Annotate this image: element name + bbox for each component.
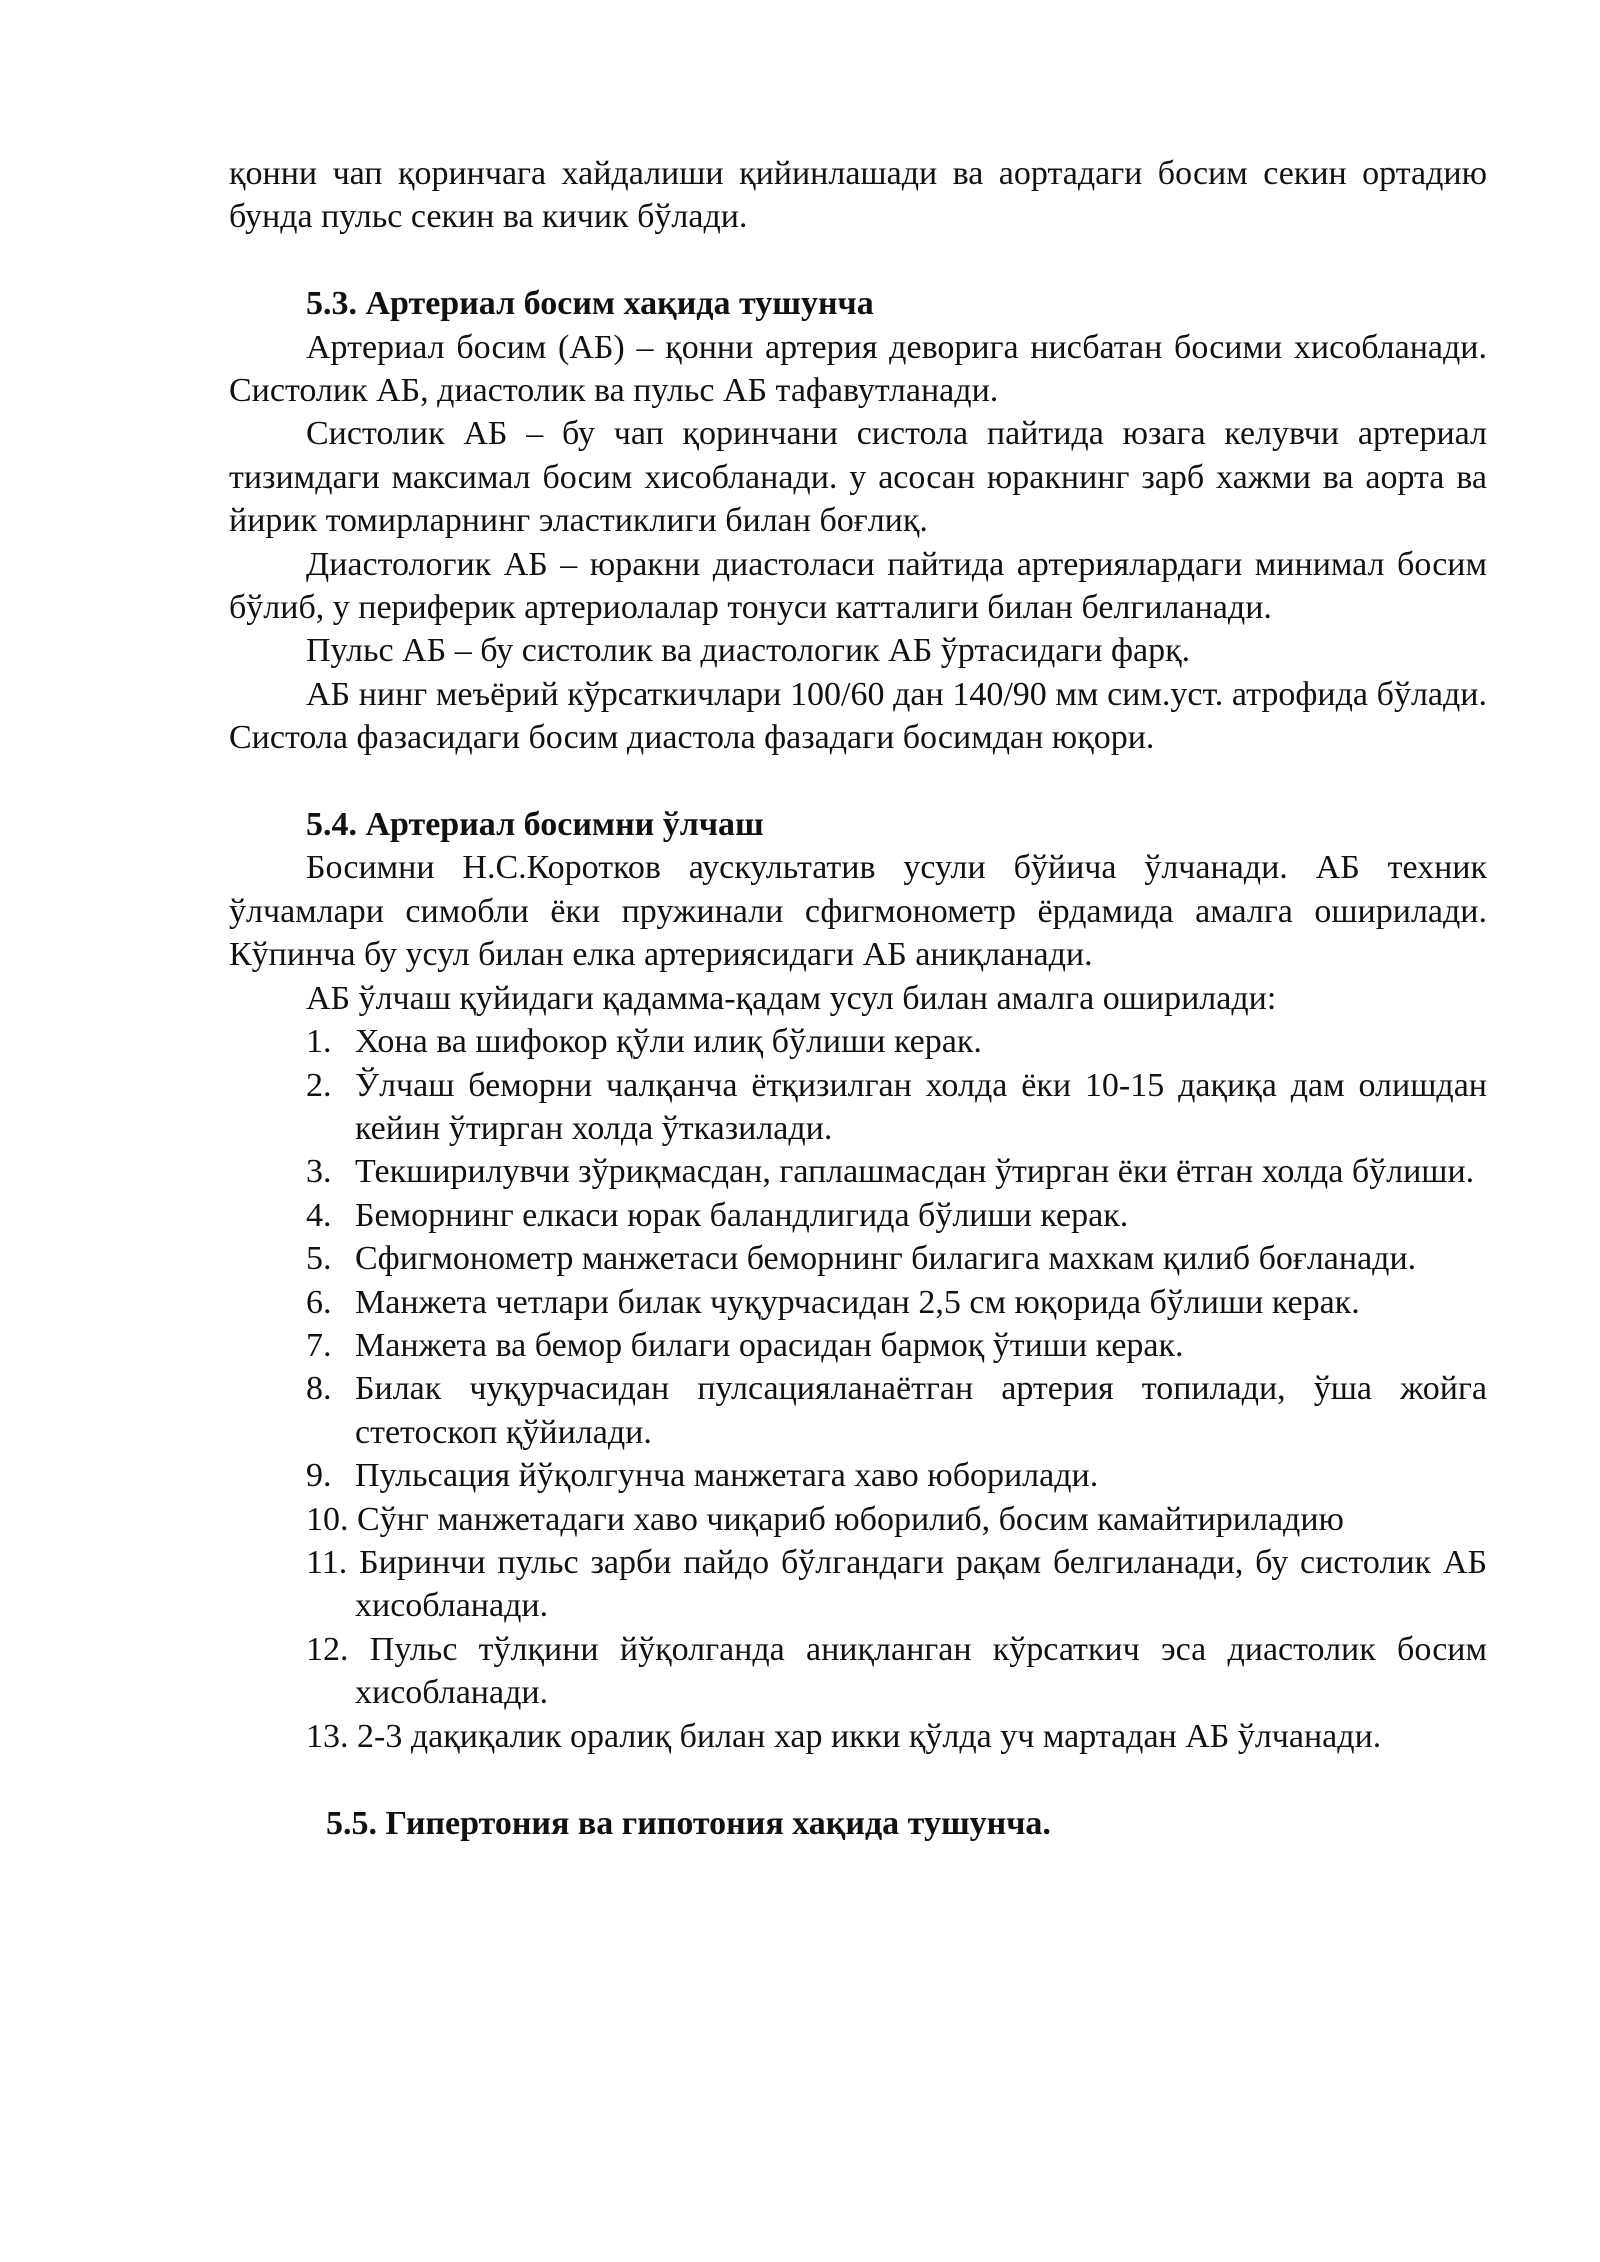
paragraph-pulse: Пульс АБ – бу систолик ва диастологик АБ ўртасидаги фарқ. — [306, 632, 1191, 670]
list-item — [229, 1281, 1487, 1324]
list-item-number: 2. — [306, 1066, 332, 1104]
list-item-text: Беморнинг елкаси юрак баландлигида бўлиши керак. — [355, 1196, 1129, 1234]
list-item — [229, 1454, 1487, 1497]
list-item-text: Ўлчаш беморни чалқанча ётқизилган холда ёки 10-15 дақиқа дам олишдан кейин ўтирган холда ўтказилади. — [355, 1066, 1487, 1147]
list-item-number: 11. — [306, 1543, 348, 1581]
paragraph-ab-definition: Артериал босим (АБ) – қонни артерия деворига нисбатан босими хисобланади. Систолик АБ, диастолик ва пульс АБ тафавутланади. — [229, 328, 1487, 410]
list-item — [229, 1324, 1487, 1367]
list-item-text: Манжета четлари билак чуқурчасидан 2,5 см юқорида бўлиши керак. — [355, 1283, 1360, 1321]
list-item-text: Сфигмонометр манжетаси беморнинг билагига махкам қилиб боғланади. — [355, 1240, 1417, 1278]
list-item-number: 3. — [306, 1153, 332, 1191]
paragraph-diastolic: Диастологик АБ – юракни диастоласи пайтида артериялардаги минимал босим бўлиб, у периферик артериолалар тонуси катталиги билан белгиланади. — [229, 545, 1487, 627]
list-item-text: Биринчи пульс зарби пайдо бўлгандаги рақам белгиланади, бу систолик АБ хисобланади. — [355, 1543, 1487, 1625]
list-item — [229, 1150, 1487, 1193]
list-item — [229, 1020, 1487, 1063]
list-item — [229, 1064, 1487, 1151]
list-item-number: 4. — [306, 1196, 332, 1234]
list-item-text: Пульс тўлқини йўқолганда аниқланган кўрсаткич эса диастолик босим хисобланади. — [355, 1630, 1487, 1712]
heading-5-4: 5.4. Артериал босимни ўлчаш — [306, 806, 764, 844]
list-item-text: Билак чуқурчасидан пулсацияланаётган артерия топилади, ўша жойга стетоскоп қўйилади. — [355, 1370, 1487, 1451]
spacer — [229, 239, 1487, 282]
list-item — [229, 1541, 1487, 1628]
list-item — [229, 1237, 1487, 1280]
list-item-number: 7. — [306, 1326, 332, 1364]
paragraph-korotkov: Босимни Н.С.Коротков аускультатив усули бўйича ўлчанади. АБ техник ўлчамлари симобли ёки пружинали сфигмонометр ёрдамида амалга оширилади. Кўпинча бу усул билан елка артериясидаги АБ аниқланади. — [229, 849, 1487, 974]
list-item-text: 2-3 дақиқалик оралиқ билан хар икки қўлда уч мартадан АБ ўлчанади. — [357, 1717, 1382, 1755]
list-item — [229, 1498, 1487, 1541]
paragraph-systolic: Систолик АБ – бу чап қоринчани систола пайтида юзага келувчи артериал тизимдаги максимал босим хисобланади. у асосан юракнинг зарб хажми ва аорта ва йирик томирларнинг эластиклиги билан боғлиқ. — [229, 415, 1487, 540]
list-item — [229, 1367, 1487, 1454]
list-item-number: 6. — [306, 1283, 332, 1321]
list-item-number: 10. — [306, 1500, 349, 1538]
heading-5-3: 5.3. Артериал босим хақида тушунча — [306, 285, 874, 323]
list-item-number: 13. — [306, 1717, 349, 1755]
paragraph-steps-intro: АБ ўлчаш қуйидаги қадамма-қадам усул билан амалга оширилади: — [306, 979, 1277, 1017]
list-item-text: Сўнг манжетадаги хаво чиқариб юборилиб, босим камайтириладию — [357, 1500, 1344, 1538]
list-item-text: Манжета ва бемор билаги орасидан бармоқ ўтиши керак. — [355, 1326, 1184, 1364]
document-page — [229, 152, 1487, 1845]
list-item-number: 1. — [306, 1023, 332, 1061]
list-item-text: Текширилувчи зўриқмасдан, гаплашмасдан ўтирган ёки ётган холда бўлиши. — [355, 1153, 1475, 1191]
list-item — [229, 1194, 1487, 1237]
spacer — [229, 1758, 1487, 1802]
list-item-number: 5. — [306, 1240, 332, 1278]
list-item-number: 8. — [306, 1370, 332, 1408]
paragraph-norms: АБ нинг меъёрий кўрсаткичлари 100/60 дан 140/90 мм сим.уст. атрофида бўлади. Систола фазасидаги босим диастола фазадаги босимдан юқори. — [229, 675, 1487, 757]
list-item — [229, 1715, 1487, 1758]
intro-paragraph: қонни чап қоринчага хайдалиши қийинлашади ва аортадаги босим секин ортадию бунда пульс секин ва кичик бўлади. — [229, 155, 1487, 236]
list-item-number: 9. — [306, 1457, 332, 1495]
heading-5-5: 5.5. Гипертония ва гипотония хақида тушунча. — [326, 1805, 1051, 1842]
list-item — [229, 1628, 1487, 1715]
list-item-text: Пульсация йўқолгунча манжетага хаво юборилади. — [355, 1457, 1099, 1495]
spacer — [229, 760, 1487, 803]
list-item-text: Хона ва шифокор қўли илиқ бўлиши керак. — [355, 1023, 982, 1061]
list-item-number: 12. — [306, 1630, 349, 1668]
measurement-steps-list — [229, 1020, 1487, 1758]
